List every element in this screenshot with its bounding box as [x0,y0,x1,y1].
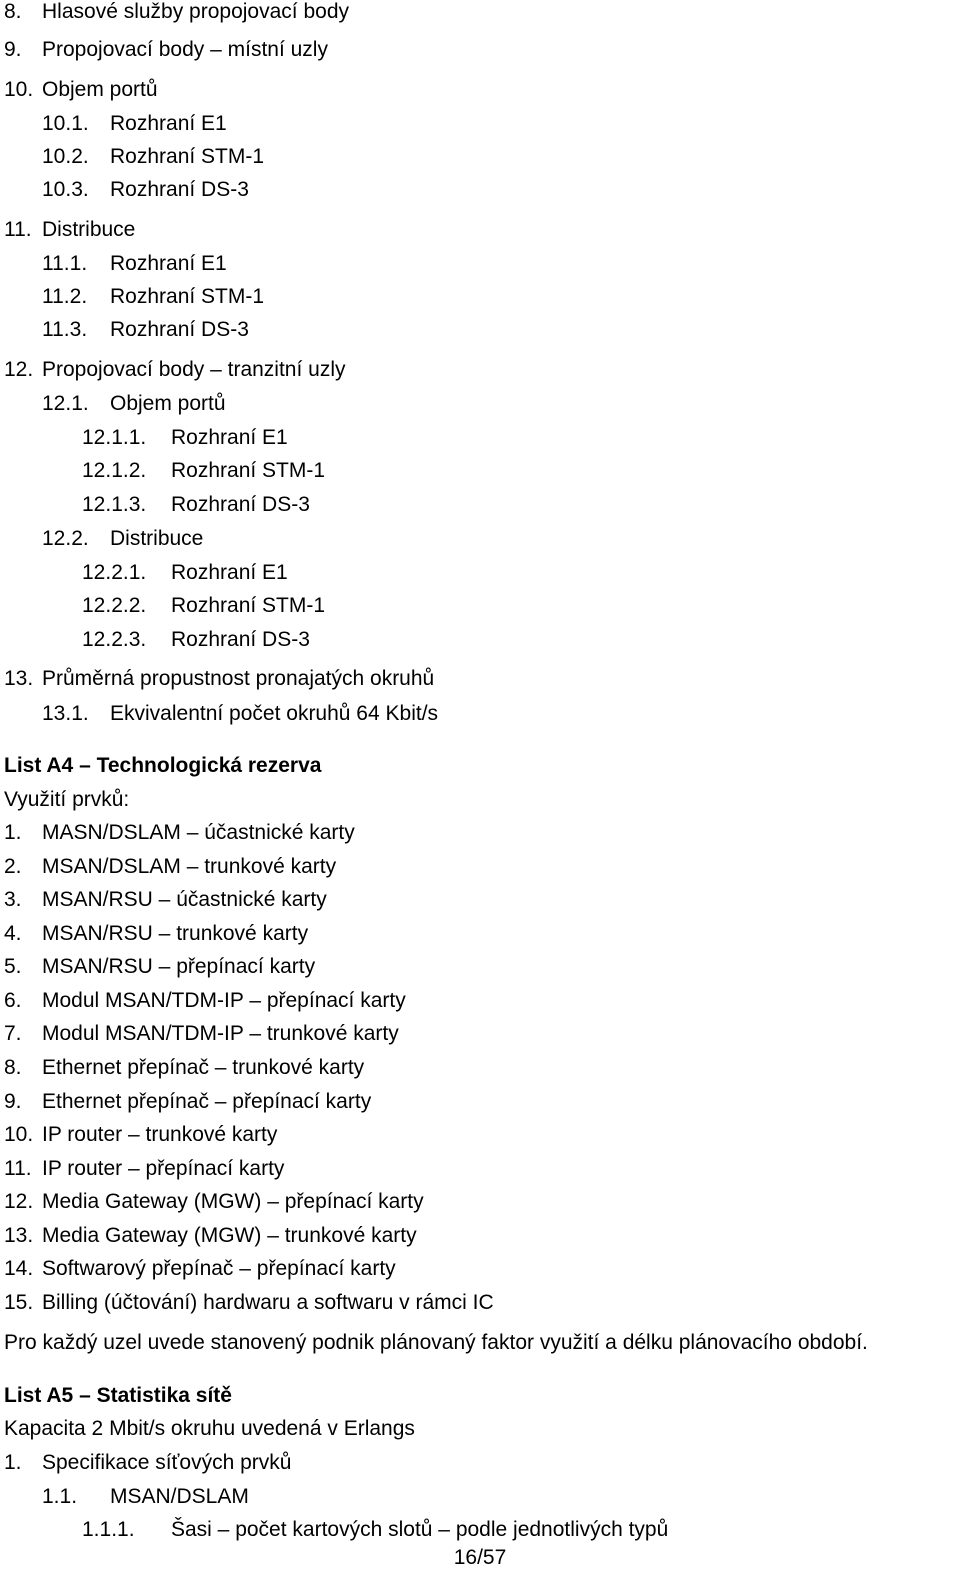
item-text: Rozhraní STM-1 [171,459,326,482]
item-number: 15. [4,1291,34,1314]
item-text: Ethernet přepínač – trunkové karty [42,1056,365,1079]
item-number: 6. [4,989,22,1012]
item-text: MSAN/RSU – přepínací karty [42,955,316,978]
item-number: 9. [4,38,22,61]
item-text: IP router – trunkové karty [42,1123,278,1146]
item-number: 13. [4,667,34,690]
item-text: Rozhraní DS-3 [171,493,310,516]
item-text: MASN/DSLAM – účastnické karty [42,821,355,844]
item-number: 7. [4,1022,22,1045]
page-number: 16/57 [453,1546,507,1569]
item-text: Modul MSAN/TDM-IP – přepínací karty [42,989,406,1012]
item-text: IP router – přepínací karty [42,1157,285,1180]
item-text: Billing (účtování) hardwaru a softwaru v rámci IC [42,1291,494,1314]
item-number: 1. [4,821,22,844]
item-number: 1. [4,1451,22,1474]
item-number: 11. [4,218,32,241]
item-number: 12.1.3. [82,493,147,516]
item-number: 8. [4,0,22,23]
item-number: 13.1. [42,702,89,725]
item-text: Media Gateway (MGW) – trunkové karty [42,1224,417,1247]
item-text: Objem portů [110,392,226,415]
item-text: Rozhraní DS-3 [110,178,249,201]
item-text: Rozhraní DS-3 [110,318,249,341]
item-number: 11.2. [42,285,88,308]
item-number: 11. [4,1157,32,1180]
item-text: Rozhraní STM-1 [171,594,326,617]
item-text: Rozhraní E1 [110,252,227,275]
item-text: Rozhraní DS-3 [171,628,310,651]
item-number: 10.1. [42,112,89,135]
item-text: Průměrná propustnost pronajatých okruhů [42,667,435,690]
item-number: 4. [4,922,22,945]
item-number: 2. [4,855,22,878]
item-text: Softwarový přepínač – přepínací karty [42,1257,396,1280]
item-text: Rozhraní STM-1 [110,145,265,168]
item-text: Hlasové služby propojovací body [42,0,350,23]
item-text: Šasi – počet kartových slotů – podle jednotlivých typů [171,1518,669,1541]
item-number: 11.1. [42,252,88,275]
item-text: Rozhraní E1 [171,426,288,449]
item-number: 13. [4,1224,34,1247]
item-number: 12.2. [42,527,89,550]
item-text: Ethernet přepínač – přepínací karty [42,1090,372,1113]
item-text: Media Gateway (MGW) – přepínací karty [42,1190,424,1213]
item-text: Rozhraní E1 [171,561,288,584]
item-number: 12.1. [42,392,89,415]
item-number: 3. [4,888,22,911]
item-number: 12.2.3. [82,628,147,651]
item-number: 14. [4,1257,34,1280]
item-number: 10.2. [42,145,89,168]
item-number: 5. [4,955,22,978]
item-number: 10. [4,1123,34,1146]
item-number: 12.2.1. [82,561,147,584]
item-text: MSAN/RSU – trunkové karty [42,922,309,945]
note-paragraph: Pro každý uzel uvede stanovený podnik plánovaný faktor využití a délku plánovacího období. [4,1331,868,1354]
item-number: 1.1.1. [82,1518,135,1541]
item-number: 12.2.2. [82,594,147,617]
item-text: Objem portů [42,78,158,101]
item-number: 12.1.1. [82,426,147,449]
item-text: Rozhraní E1 [110,112,227,135]
section-heading-a5: List A5 – Statistika sítě [4,1384,232,1407]
item-text: Distribuce [110,527,204,550]
item-number: 10.3. [42,178,89,201]
item-text: Rozhraní STM-1 [110,285,265,308]
item-text: Distribuce [42,218,136,241]
item-text: Propojovací body – tranzitní uzly [42,358,346,381]
item-text: Specifikace síťových prvků [42,1451,292,1474]
item-number: 12.1.2. [82,459,147,482]
item-text: MSAN/RSU – účastnické karty [42,888,327,911]
item-number: 10. [4,78,34,101]
item-number: 12. [4,1190,34,1213]
item-text: MSAN/DSLAM [110,1485,249,1508]
item-number: 1.1. [42,1485,78,1508]
item-text: Modul MSAN/TDM-IP – trunkové karty [42,1022,399,1045]
item-number: 11.3. [42,318,88,341]
item-text: Propojovací body – místní uzly [42,38,328,61]
item-number: 8. [4,1056,22,1079]
item-text: MSAN/DSLAM – trunkové karty [42,855,337,878]
section-heading-a4: List A4 – Technologická rezerva [4,754,322,777]
item-number: 12. [4,358,34,381]
section-subheading-a4: Využití prvků: [4,788,130,811]
item-number: 9. [4,1090,22,1113]
item-text: Ekvivalentní počet okruhů 64 Kbit/s [110,702,439,725]
section-subheading-a5: Kapacita 2 Mbit/s okruhu uvedená v Erlangs [4,1417,415,1440]
